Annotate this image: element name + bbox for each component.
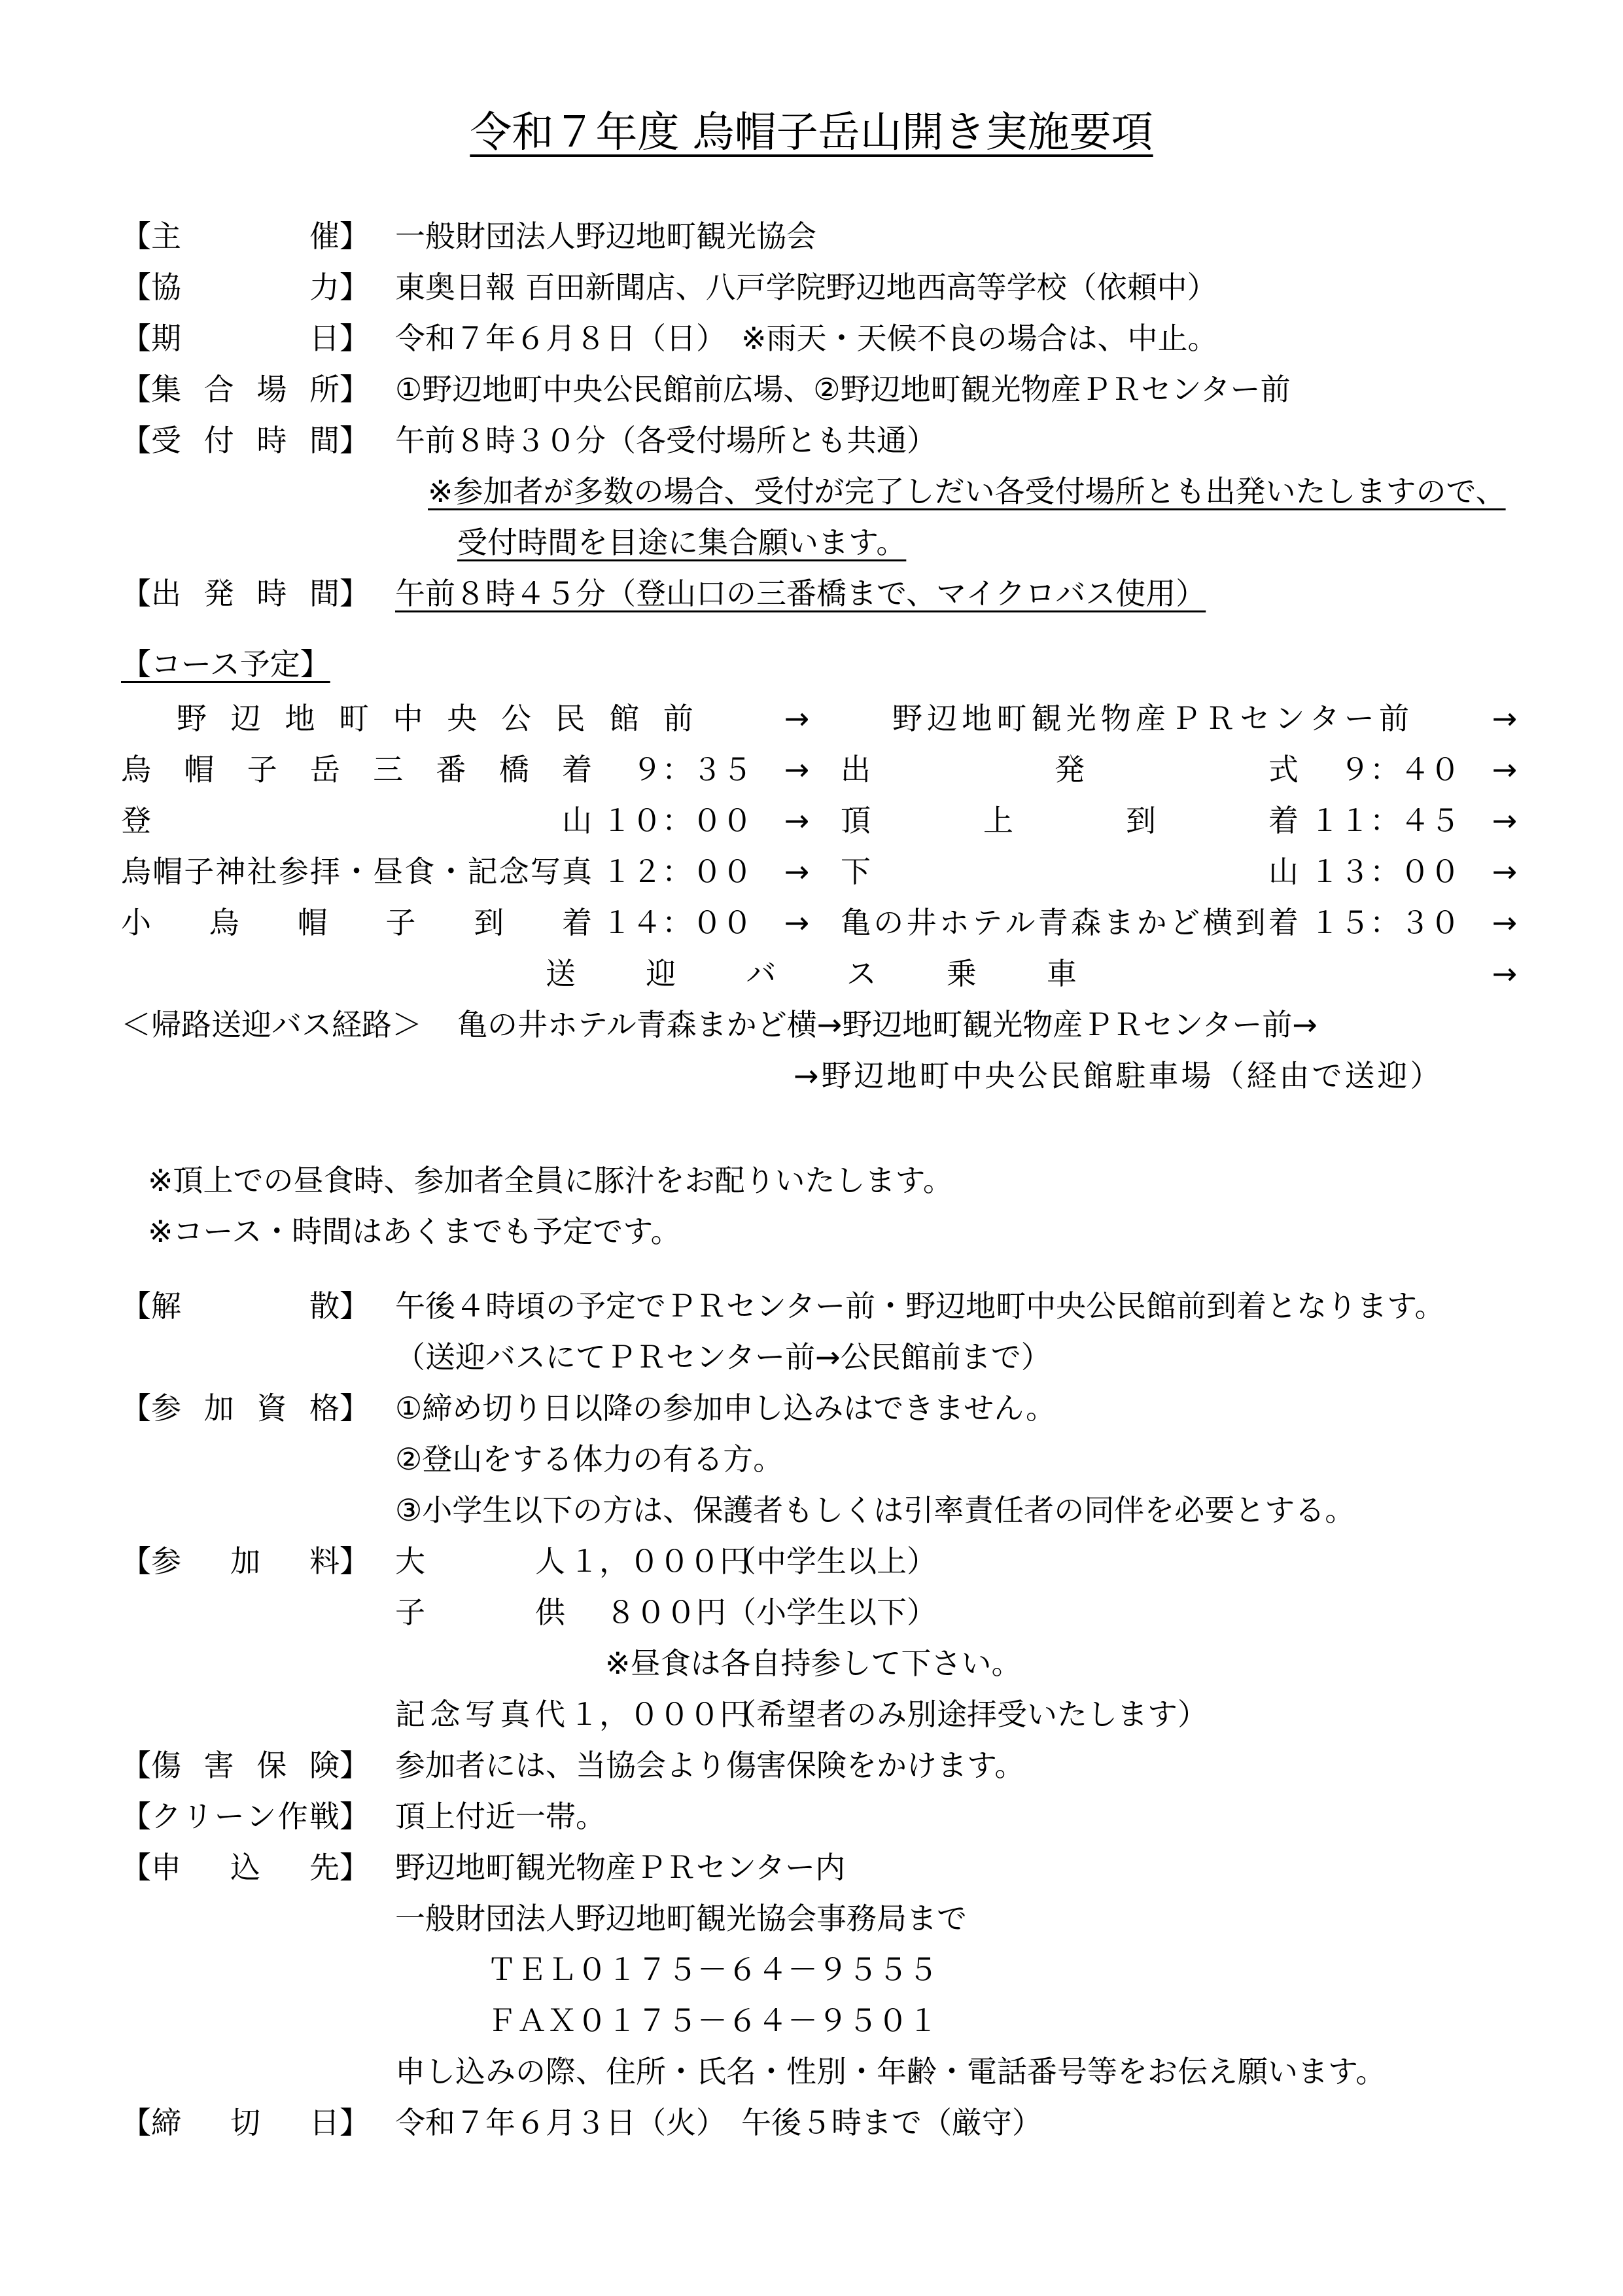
- reception-time-label: [121, 415, 370, 466]
- insurance-row: [0, 1740, 1623, 1791]
- glyph: 小: [121, 905, 151, 940]
- cleanup-value: 頂上付近一帯。: [395, 1799, 606, 1834]
- arrow-right-icon: →: [784, 752, 810, 787]
- glyph: 前: [1378, 701, 1409, 736]
- application-instructions: 申し込みの際、住所・氏名・性別・年齢・電話番号等をお伝え願います。: [395, 2054, 1386, 2089]
- cleanup-label-text: [151, 1791, 340, 1842]
- glyph: 参: [151, 1544, 181, 1579]
- glyph: 到: [474, 905, 504, 940]
- reception-time-label-text: [151, 415, 340, 466]
- bracket-open: 【: [121, 372, 151, 407]
- glyph: ・: [436, 854, 466, 889]
- glyph: 横: [1202, 905, 1233, 940]
- glyph: 昼: [373, 854, 404, 889]
- deadline-label-text: [151, 2097, 340, 2148]
- glyph: 烏: [121, 854, 151, 889]
- glyph: ル: [1005, 905, 1036, 940]
- glyph: Ｒ: [1205, 701, 1236, 736]
- glyph: セ: [1240, 701, 1270, 736]
- note-row: [0, 1206, 1623, 1257]
- application-tel-row: [0, 1944, 1623, 1995]
- glyph: 物: [1100, 701, 1131, 736]
- course-time-left: ９：３５: [632, 752, 752, 787]
- glyph: 険: [309, 1748, 340, 1783]
- glyph: 青: [1038, 905, 1068, 940]
- application-label: [121, 1842, 370, 1893]
- reception-time-row: [0, 415, 1623, 466]
- glyph: リ: [183, 1799, 213, 1834]
- arrow-right-icon: →: [1492, 803, 1518, 838]
- glyph: 着: [1268, 905, 1299, 940]
- deadline-row: [0, 2097, 1623, 2148]
- glyph: ど: [1169, 905, 1200, 940]
- glyph: 人: [535, 1544, 565, 1579]
- glyph: 民: [555, 701, 585, 736]
- fee-lunch-row: [0, 1638, 1623, 1689]
- bracket-close: 】: [340, 321, 370, 356]
- reception-note-line-2: 受付時間を目途に集合願います。: [457, 525, 907, 560]
- bracket-open: 【: [121, 1288, 151, 1324]
- application-tel: ＴＥＬ０１７５－６４－９５５５: [487, 1952, 938, 1987]
- glyph: 山: [562, 803, 592, 838]
- course-stop-right: [841, 897, 1299, 948]
- cleanup-row: [0, 1791, 1623, 1842]
- course-stop-center: [546, 948, 1077, 999]
- glyph: 所: [309, 372, 340, 407]
- glyph: 発: [203, 576, 234, 611]
- glyph: 込: [230, 1850, 260, 1885]
- dismissal-label: [121, 1280, 370, 1332]
- glyph: 散: [309, 1288, 340, 1324]
- fee-category-photo: [395, 1689, 565, 1740]
- bracket-open: 【: [121, 1748, 151, 1783]
- course-row: [0, 795, 1623, 846]
- bracket-close: 】: [340, 1850, 370, 1885]
- course-stop-left: [121, 897, 592, 948]
- bracket-open: 【: [121, 1390, 151, 1426]
- application-office: 一般財団法人野辺地町観光協会事務局まで: [395, 1901, 967, 1936]
- glyph: 公: [500, 701, 531, 736]
- course-row: [0, 744, 1623, 795]
- glyph: 日: [309, 2105, 340, 2140]
- arrow-right-icon: →: [784, 854, 810, 889]
- course-stop-right: [841, 795, 1299, 846]
- glyph: 出: [151, 576, 181, 611]
- application-location: 野辺地町観光物産ＰＲセンター内: [395, 1850, 846, 1885]
- arrow-right-icon: →: [1492, 752, 1518, 787]
- bracket-open: 【: [121, 1799, 151, 1834]
- glyph: ク: [151, 1799, 181, 1834]
- glyph: 念: [498, 854, 529, 889]
- arrow-right-icon: →: [784, 701, 810, 736]
- bracket-close: 】: [340, 1799, 370, 1834]
- bracket-open: 【: [121, 1850, 151, 1885]
- glyph: バ: [746, 956, 777, 991]
- glyph: 社: [247, 854, 277, 889]
- glyph: 着: [1268, 803, 1299, 838]
- reception-note-line-1: ※参加者が多数の場合、受付が完了しだい各受付場所とも出発いたしますので、: [428, 474, 1506, 509]
- course-time-right: １５：３０: [1310, 905, 1460, 940]
- cooperation-value: 東奥日報 百田新聞店、八戸学院野辺地西高等学校（依頼中）: [395, 270, 1217, 305]
- glyph: 加: [230, 1544, 260, 1579]
- cooperation-row: [0, 262, 1623, 313]
- fee-label: [121, 1536, 370, 1587]
- glyph: 合: [203, 372, 234, 407]
- course-row: [0, 897, 1623, 948]
- glyph: 写: [530, 854, 561, 889]
- glyph: 作: [277, 1799, 308, 1834]
- organizer-label-text: [151, 211, 340, 262]
- departure-time-label: [121, 568, 370, 619]
- cleanup-label: [121, 1791, 370, 1842]
- glyph: 辺: [230, 701, 261, 736]
- date-label: [121, 313, 370, 364]
- arrow-right-icon: →: [1492, 905, 1518, 940]
- glyph: 野: [177, 701, 207, 736]
- course-stop-right: [841, 744, 1299, 795]
- glyph: 傷: [151, 1748, 181, 1783]
- bracket-close: 】: [340, 372, 370, 407]
- organizer-label: [121, 211, 370, 262]
- glyph: テ: [972, 905, 1003, 940]
- fee-amount-adult: １，０００円: [569, 1544, 750, 1579]
- glyph: 辺: [927, 701, 958, 736]
- glyph: 資: [256, 1390, 287, 1426]
- fee-row-child: [0, 1587, 1623, 1638]
- glyph: 烏: [209, 905, 239, 940]
- bracket-close: 】: [340, 219, 370, 254]
- glyph: 解: [151, 1288, 181, 1324]
- dismissal-value-2: （送迎バスにてＰＲセンター前→公民館前まで）: [395, 1339, 1051, 1375]
- glyph: 帽: [184, 752, 215, 787]
- glyph: タ: [1309, 701, 1340, 736]
- meeting-place-label-text: [151, 364, 340, 415]
- reception-note-row-2: [0, 517, 1623, 568]
- dismissal-value: 午後４時頃の予定でＰＲセンター前・野辺地町中央公民館前到着となります。: [395, 1288, 1445, 1324]
- glyph: 着: [561, 905, 592, 940]
- glyph: ス: [846, 956, 877, 991]
- return-route-row-2: [0, 1050, 1623, 1101]
- note-lunch: ※頂上での昼食時、参加者全員に豚汁をお配りいたします。: [148, 1163, 953, 1198]
- glyph: 子: [385, 905, 416, 940]
- glyph: 大: [395, 1544, 425, 1579]
- glyph: 締: [151, 2105, 181, 2140]
- glyph: 害: [203, 1748, 234, 1783]
- note-row: [0, 1155, 1623, 1206]
- meeting-place-label: [121, 364, 370, 415]
- glyph: の: [873, 905, 904, 940]
- date-row: [0, 313, 1623, 364]
- eligibility-item-1: ①締め切り日以降の参加申し込みはできません。: [395, 1390, 1056, 1426]
- glyph: 拝: [309, 854, 340, 889]
- glyph: 神: [215, 854, 246, 889]
- fee-note-photo: （希望者のみ別途拝受いたします）: [726, 1697, 1208, 1732]
- bracket-close: 】: [340, 1390, 370, 1426]
- glyph: 館: [609, 701, 640, 736]
- glyph: 真: [500, 1697, 531, 1732]
- glyph: 式: [1268, 752, 1299, 787]
- glyph: 参: [278, 854, 309, 889]
- glyph: 日: [309, 321, 340, 356]
- application-instructions-row: [0, 2046, 1623, 2097]
- glyph: 迎: [646, 956, 676, 991]
- departure-time-value: 午前８時４５分（登山口の三番橋まで、マイクロバス使用）: [395, 576, 1206, 611]
- glyph: 野: [892, 701, 922, 736]
- glyph: ン: [246, 1799, 277, 1834]
- glyph: 乗: [946, 956, 977, 991]
- course-stop-left: [121, 744, 592, 795]
- organizer-row: [0, 211, 1623, 262]
- glyph: 記: [467, 854, 498, 889]
- glyph: 登: [121, 803, 151, 838]
- dismissal-row-2: [0, 1332, 1623, 1383]
- fee-label-text: [151, 1536, 340, 1587]
- course-time-left: １２：００: [602, 854, 752, 889]
- glyph: 発: [1055, 752, 1085, 787]
- reception-time-value: 午前８時３０分（各受付場所とも共通）: [395, 423, 937, 458]
- glyph: 帽: [297, 905, 328, 940]
- glyph: 帽: [152, 854, 183, 889]
- bracket-open: 【: [121, 1544, 151, 1579]
- page-title-text: 令和７年度 烏帽子岳山開き実施要項: [470, 109, 1153, 157]
- arrow-right-icon: →: [784, 905, 810, 940]
- deadline-value: 令和７年６月３日（火） 午後５時まで（厳守）: [395, 2105, 1042, 2140]
- glyph: 烏: [121, 752, 151, 787]
- glyph: ー: [214, 1799, 245, 1834]
- return-route-label: ＜帰路送迎バス経路＞: [121, 1007, 422, 1042]
- page-title: [0, 105, 1623, 161]
- glyph: 申: [151, 1850, 181, 1885]
- glyph: 子: [395, 1595, 425, 1630]
- course-stop-right: [841, 846, 1299, 897]
- application-label-text: [151, 1842, 340, 1893]
- course-stop-left: [177, 693, 693, 744]
- meeting-place-value: ①野辺地町中央公民館前広場、②野辺地町観光物産ＰＲセンター前: [395, 372, 1291, 407]
- fee-category-child: [395, 1587, 565, 1638]
- bracket-close: 】: [340, 2105, 370, 2140]
- eligibility-item-3: ③小学生以下の方は、保護者もしくは引率責任者の同伴を必要とする。: [395, 1492, 1355, 1528]
- fee-note-child: （小学生以下）: [726, 1595, 937, 1630]
- glyph: 催: [309, 219, 340, 254]
- glyph: 上: [983, 803, 1013, 838]
- eligibility-item-2: ②登山をする体力の有る方。: [395, 1441, 784, 1477]
- course-stop-right: [892, 693, 1409, 744]
- return-route-line-1: 亀の井ホテル青森まかど横→野辺地町観光物産ＰＲセンター前→: [457, 1007, 1318, 1042]
- glyph: 時: [256, 576, 287, 611]
- fee-row-photo: [0, 1689, 1623, 1740]
- glyph: 戦: [309, 1799, 340, 1834]
- course-row: [0, 693, 1623, 744]
- course-heading: 【コース予定】: [121, 646, 330, 682]
- glyph: 下: [841, 854, 871, 889]
- glyph: 町: [996, 701, 1027, 736]
- eligibility-row-3: [0, 1485, 1623, 1536]
- dismissal-label-text: [151, 1280, 340, 1332]
- eligibility-row: [0, 1383, 1623, 1434]
- glyph: 産: [1135, 701, 1166, 736]
- glyph: 先: [309, 1850, 340, 1885]
- course-heading-row: [0, 639, 1623, 690]
- bracket-open: 【: [121, 321, 151, 356]
- bracket-close: 】: [340, 1544, 370, 1579]
- glyph: 三: [373, 752, 404, 787]
- course-row: [0, 948, 1623, 999]
- course-stop-left: [121, 846, 592, 897]
- glyph: 頂: [841, 803, 871, 838]
- glyph: 観: [1031, 701, 1062, 736]
- glyph: 保: [256, 1748, 287, 1783]
- arrow-right-icon: →: [1492, 701, 1518, 736]
- glyph: ま: [1104, 905, 1134, 940]
- glyph: 真: [561, 854, 592, 889]
- glyph: ン: [1274, 701, 1305, 736]
- insurance-value: 参加者には、当協会より傷害保険をかけます。: [395, 1748, 1025, 1783]
- reception-note-row-1: [0, 466, 1623, 517]
- insurance-label: [121, 1740, 370, 1791]
- glyph: 子: [247, 752, 277, 787]
- bracket-close: 】: [340, 1288, 370, 1324]
- glyph: 記: [395, 1697, 425, 1732]
- glyph: 料: [309, 1544, 340, 1579]
- glyph: 間: [309, 423, 340, 458]
- glyph: 加: [203, 1390, 234, 1426]
- return-route-line-2: →野辺地町中央公民館駐車場（経由で送迎）: [794, 1058, 1443, 1093]
- application-fax-row: [0, 1995, 1623, 2046]
- glyph: 到: [1126, 803, 1156, 838]
- fee-row-adult: [0, 1536, 1623, 1587]
- bracket-close: 】: [340, 270, 370, 305]
- glyph: 間: [309, 576, 340, 611]
- glyph: 食: [404, 854, 435, 889]
- return-route-row: [0, 999, 1623, 1050]
- cooperation-label-text: [151, 262, 340, 313]
- glyph: 代: [535, 1697, 565, 1732]
- departure-time-row: [0, 568, 1623, 619]
- glyph: 地: [285, 701, 315, 736]
- bracket-open: 【: [121, 576, 151, 611]
- bracket-open: 【: [121, 2105, 151, 2140]
- glyph: 子: [184, 854, 215, 889]
- eligibility-label: [121, 1383, 370, 1434]
- cooperation-label: [121, 262, 370, 313]
- glyph: 山: [1268, 854, 1299, 889]
- arrow-right-icon: →: [1492, 854, 1518, 889]
- glyph: 橋: [498, 752, 529, 787]
- bracket-close: 】: [340, 423, 370, 458]
- bracket-open: 【: [121, 219, 151, 254]
- glyph: 送: [546, 956, 576, 991]
- glyph: 光: [1066, 701, 1096, 736]
- glyph: ・: [341, 854, 372, 889]
- glyph: 力: [309, 270, 340, 305]
- glyph: 時: [256, 423, 287, 458]
- fee-note-adult: （中学生以上）: [726, 1544, 937, 1579]
- arrow-right-icon: →: [1492, 956, 1518, 991]
- glyph: 集: [151, 372, 181, 407]
- glyph: 岳: [309, 752, 340, 787]
- course-time-left: １０：００: [602, 803, 752, 838]
- date-value: 令和７年６月８日（日） ※雨天・天候不良の場合は、中止。: [395, 321, 1218, 356]
- glyph: 期: [151, 321, 181, 356]
- course-time-right: １３：００: [1310, 854, 1460, 889]
- glyph: 切: [230, 2105, 260, 2140]
- glyph: 井: [906, 905, 937, 940]
- dismissal-row: [0, 1280, 1623, 1332]
- insurance-label-text: [151, 1740, 340, 1791]
- glyph: ー: [1344, 701, 1374, 736]
- glyph: 念: [430, 1697, 461, 1732]
- glyph: 町: [338, 701, 369, 736]
- glyph: 前: [663, 701, 693, 736]
- glyph: 格: [309, 1390, 340, 1426]
- glyph: 到: [1235, 905, 1266, 940]
- bracket-close: 】: [340, 1748, 370, 1783]
- glyph: 協: [151, 270, 181, 305]
- glyph: 森: [1071, 905, 1102, 940]
- glyph: 供: [535, 1595, 565, 1630]
- fee-category-adult: [395, 1536, 565, 1587]
- fee-lunch-note: ※昼食は各自持参して下さい。: [605, 1646, 1022, 1681]
- application-fax: ＦＡＸ０１７５－６４－９５０１: [487, 2003, 938, 2038]
- bracket-close: 】: [340, 576, 370, 611]
- glyph: 参: [151, 1390, 181, 1426]
- glyph: 中: [393, 701, 423, 736]
- departure-time-label-text: [151, 568, 340, 619]
- glyph: 地: [962, 701, 992, 736]
- glyph: 主: [151, 219, 181, 254]
- course-time-right: １１：４５: [1310, 803, 1460, 838]
- glyph: 出: [841, 752, 871, 787]
- course-time-left: １４：００: [602, 905, 752, 940]
- eligibility-label-text: [151, 1383, 340, 1434]
- eligibility-row-2: [0, 1434, 1623, 1485]
- organizer-value: 一般財団法人野辺地町観光協会: [395, 219, 816, 254]
- glyph: 番: [436, 752, 466, 787]
- glyph: 付: [203, 423, 234, 458]
- course-row: [0, 846, 1623, 897]
- arrow-right-icon: →: [784, 803, 810, 838]
- fee-amount-child: ８００円: [606, 1595, 726, 1630]
- glyph: か: [1136, 905, 1167, 940]
- glyph: 央: [447, 701, 478, 736]
- glyph: 亀: [841, 905, 871, 940]
- glyph: 着: [561, 752, 592, 787]
- deadline-label: [121, 2097, 370, 2148]
- glyph: Ｐ: [1170, 701, 1201, 736]
- glyph: 写: [465, 1697, 495, 1732]
- course-stop-left: [121, 795, 592, 846]
- date-label-text: [151, 313, 340, 364]
- application-row: [0, 1842, 1623, 1893]
- note-schedule: ※コース・時間はあくまでも予定です。: [148, 1214, 681, 1249]
- glyph: 場: [256, 372, 287, 407]
- course-time-right: ９：４０: [1340, 752, 1460, 787]
- glyph: 車: [1046, 956, 1077, 991]
- glyph: 受: [151, 423, 181, 458]
- glyph: ホ: [939, 905, 969, 940]
- bracket-open: 【: [121, 270, 151, 305]
- bracket-open: 【: [121, 423, 151, 458]
- meeting-place-row: [0, 364, 1623, 415]
- application-row-2: [0, 1893, 1623, 1944]
- fee-amount-photo: １，０００円: [569, 1697, 750, 1732]
